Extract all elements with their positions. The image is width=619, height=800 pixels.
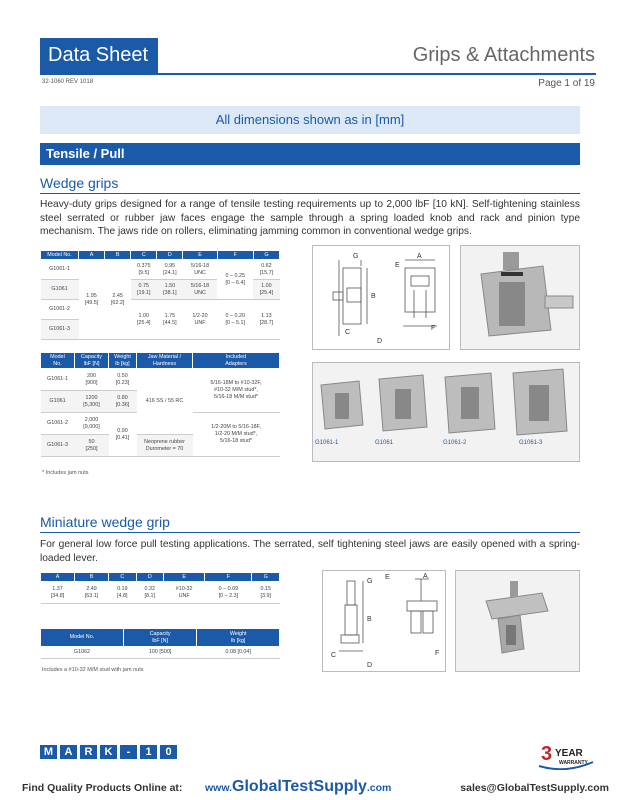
dim-g-cell: 1.00 [25.4] (253, 280, 279, 300)
label-b: B (367, 616, 372, 623)
miniature-grip-heading: Miniature wedge grip (40, 514, 170, 530)
dim-g-cell: 0.15 [3.9] (252, 582, 280, 604)
column-header: Model No. (41, 251, 79, 260)
mini-description: For general low force pull testing applications. The serrated, self tightening steel jaws are easily opened with a spring-loaded lever. (40, 539, 580, 564)
capacity-cell: 1200 [5,300] (75, 391, 109, 413)
weight-cell: 0.08 [0.04] (197, 647, 280, 659)
label-f: F (435, 650, 440, 657)
column-header: E (183, 251, 217, 260)
section-title: Grips & Attachments (412, 44, 595, 66)
column-header: Jaw Material / Hardness (137, 353, 193, 369)
column-header: Capacity lbF [N] (75, 353, 109, 369)
url-main: GlobalTestSupply (232, 778, 367, 795)
dim-c-cell: 0.19 [4.8] (109, 582, 136, 604)
column-header: D (157, 251, 183, 260)
dim-g-cell: 1.13 [28.7] (253, 300, 279, 340)
label-d: D (377, 338, 383, 345)
jaw-material-cell: Neoprene rubber Durometer = 70 (137, 435, 193, 457)
mini-capacity-table (40, 628, 280, 659)
dim-e-cell: #10-32 UNF (164, 582, 205, 604)
logo-letter: A (60, 745, 77, 759)
wedge-grips-heading: Wedge grips (40, 175, 119, 191)
model-cell: G1061-1 (41, 260, 79, 280)
mini-grip-photo (455, 570, 580, 672)
wedge-description: Heavy-duty grips designed for a range of tensile testing requirements up to 2,000 lbF [10 kN]. Self-tightening stainless steel serrated or rubber jaw faces engage the sample through a spring loaded knob and rack and pinion type mechanism. The jaws ride on rollers, eliminating jamming common in conventional wedge grips. (40, 199, 580, 237)
footer-url[interactable] (205, 778, 391, 796)
logo-letter: 0 (160, 745, 177, 759)
column-header: Weight lb [kg] (109, 353, 137, 369)
weight-cell: 0.80 [0.36] (109, 391, 137, 413)
capacity-cell: 50 [250] (75, 435, 109, 457)
wedge-dimension-drawing (312, 245, 450, 350)
label-c: C (345, 329, 351, 336)
data-sheet-badge: Data Sheet (40, 38, 158, 73)
column-header: G (252, 573, 280, 582)
table-header-row (41, 251, 280, 260)
mini-dimensions-table (40, 572, 280, 604)
table-row (41, 647, 280, 659)
capacity-cell: 100 [500] (123, 647, 197, 659)
column-header: B (105, 251, 131, 260)
capacity-cell: 2,000 [9,000] (75, 413, 109, 435)
label-f: F (431, 325, 436, 332)
label-g: G (353, 253, 359, 260)
table-row (41, 369, 280, 391)
wedge-dimensions-table (40, 250, 280, 340)
warranty-badge-svg (537, 740, 595, 770)
table-header-row (41, 629, 280, 647)
logo-letter: M (40, 745, 57, 759)
warranty-year: YEAR (555, 748, 583, 759)
capacity-cell: 200 [900] (75, 369, 109, 391)
dim-b-cell: 2.45 [62.2] (105, 260, 131, 340)
url-suffix: .com (366, 782, 392, 794)
header-rule (40, 73, 596, 75)
footer-email[interactable]: sales@GlobalTestSupply.com (460, 782, 609, 794)
model-cell: G1061-2 (41, 413, 75, 435)
page-number: Page 1 of 19 (538, 78, 595, 89)
weight-cell: 0.50 [0.23] (109, 369, 137, 391)
dim-d-cell: 0.95 [24.1] (157, 260, 183, 280)
column-header: E (164, 573, 205, 582)
model-cell: G1061 (41, 391, 75, 413)
dim-a-cell: 1.37 [34.8] (41, 582, 75, 604)
mini-dimension-drawing (322, 570, 446, 672)
document-code: 32-1060 REV 1018 (42, 79, 94, 85)
logo-letter: 1 (140, 745, 157, 759)
jaw-material-cell: 416 SS / 55 RC (137, 369, 193, 435)
dim-e-cell: 1/2-20 UNF (183, 300, 217, 340)
footer-tagline: Find Quality Products Online at: (22, 782, 183, 794)
dim-e-cell: 5/16-18 UNC (183, 260, 217, 280)
column-header: C (131, 251, 157, 260)
caption-g1061: G1061 (375, 440, 394, 446)
wedge-heading-rule (40, 193, 580, 194)
label-c: C (331, 652, 337, 659)
label-e: E (385, 574, 390, 581)
logo-letter: K (100, 745, 117, 759)
column-header: Model No. (41, 353, 75, 369)
table-row (41, 260, 280, 280)
column-header: Weight lb [kg] (197, 629, 280, 647)
column-header: F (217, 251, 253, 260)
warranty-label: WARRANTY (559, 760, 588, 766)
dim-f-cell: 0 – 0.20 [0 – 5.1] (217, 300, 253, 340)
dim-a-cell: 1.95 [49.5] (79, 260, 105, 340)
adapters-cell: 5/16-18M to #10-32F, #10-32 M/M stud*, 5/16-18 M/M stud* (193, 369, 280, 413)
category-bar: Tensile / Pull (40, 143, 580, 165)
label-b: B (371, 293, 376, 300)
wedge-footnote: * Includes jam nuts (42, 470, 89, 476)
column-header: G (253, 251, 279, 260)
table-row (41, 582, 280, 604)
mini-footnote: Includes a #10-32 M/M stud with jam nuts (42, 667, 144, 673)
label-a: A (417, 253, 422, 260)
wedge-models-photo (312, 362, 580, 462)
dim-d-cell: 1.50 [38.1] (157, 280, 183, 300)
model-cell: G1061-1 (41, 369, 75, 391)
dimensions-banner: All dimensions shown as in [mm] (40, 106, 580, 134)
warranty-number: 3 (541, 743, 553, 765)
logo-letter: R (80, 745, 97, 759)
column-header: C (109, 573, 136, 582)
label-e: E (395, 262, 400, 269)
dim-b-cell: 2.49 [63.1] (75, 582, 109, 604)
column-header: A (41, 573, 75, 582)
label-a: A (423, 573, 428, 580)
wedge-drawing-svg (313, 246, 449, 349)
wedge-grip-photo (460, 245, 580, 350)
mini-grip-illustration (456, 571, 579, 671)
model-cell: G1061-3 (41, 320, 79, 340)
mini-heading-rule (40, 532, 580, 533)
logo-letter: - (120, 745, 137, 759)
column-header: Capacity lbF [N] (123, 629, 197, 647)
mark-10-logo (40, 745, 177, 759)
column-header: B (75, 573, 109, 582)
dim-g-cell: 0.62 [15.7] (253, 260, 279, 280)
model-cell: G1061-2 (41, 300, 79, 320)
model-cell: G1061 (41, 280, 79, 300)
dim-e-cell: 5/16-18 UNC (183, 280, 217, 300)
weight-cell: 0.90 [0.41] (109, 413, 137, 457)
column-header: Model No. (41, 629, 124, 647)
adapters-cell: 1/2-20M to 5/16-18F, 1/2-20 M/M stud*, 5/16-18 stud* (193, 413, 280, 457)
mini-drawing-svg (323, 571, 445, 671)
column-header: D (136, 573, 163, 582)
column-header: Included Adapters (193, 353, 280, 369)
caption-g1061-1: G1061-1 (315, 440, 339, 446)
dim-c-cell: 0.75 [19.1] (131, 280, 157, 300)
dim-c-cell: 1.00 [25.4] (131, 300, 157, 340)
footer-bar (0, 778, 619, 800)
column-header: A (79, 251, 105, 260)
table-header-row (41, 353, 280, 369)
label-g: G (367, 578, 373, 585)
url-prefix: www. (205, 782, 233, 794)
caption-g1061-3: G1061-3 (519, 440, 543, 446)
dim-f-cell: 0 – 0.09 [0 – 2.3] (205, 582, 252, 604)
dim-d-cell: 0.32 [8.1] (136, 582, 163, 604)
wedge-models-illustration (313, 363, 579, 461)
dim-c-cell: 0.375 [9.5] (131, 260, 157, 280)
table-header-row (41, 573, 280, 582)
dim-d-cell: 1.75 [44.5] (157, 300, 183, 340)
label-d: D (367, 662, 373, 669)
model-cell: G1061-3 (41, 435, 75, 457)
dim-f-cell: 0 – 0.25 [0 – 6.4] (217, 260, 253, 300)
table-row (41, 300, 280, 320)
warranty-badge (537, 740, 595, 770)
model-cell: G1062 (41, 647, 124, 659)
wedge-capacity-table (40, 352, 280, 457)
caption-g1061-2: G1061-2 (443, 440, 467, 446)
wedge-grip-illustration (461, 246, 579, 349)
column-header: F (205, 573, 252, 582)
